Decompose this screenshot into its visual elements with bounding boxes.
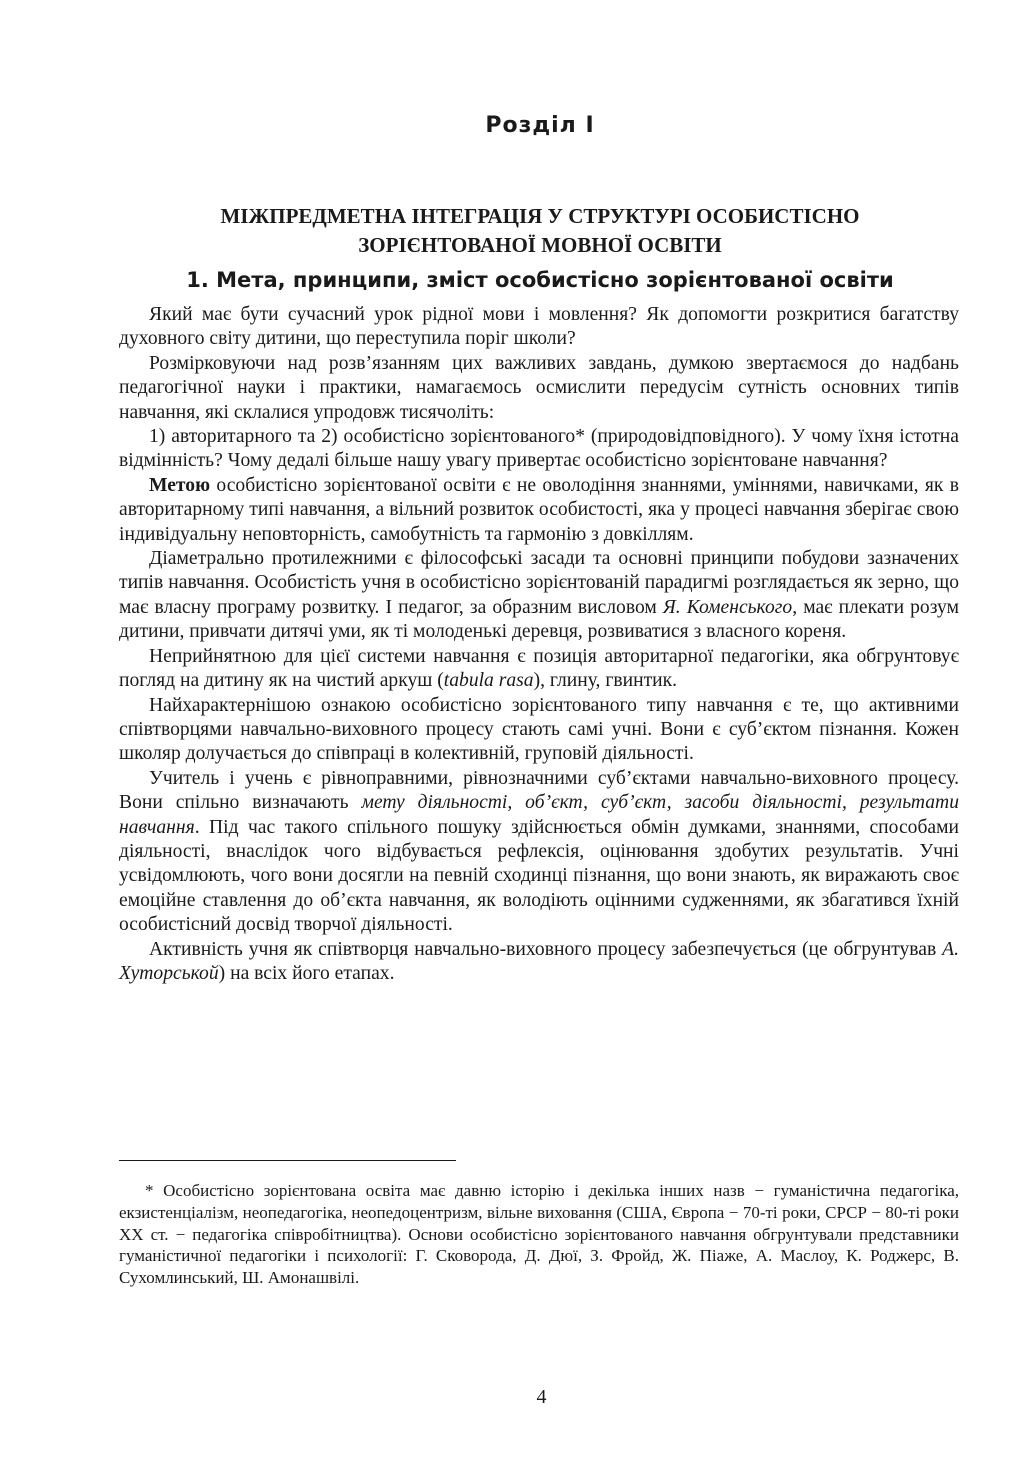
italic-term: tabula rasa xyxy=(443,670,534,692)
paragraph: 1) авторитарного та 2) особистісно зорієнтованого* (природовідповідного). У чому їхня істотна відмінність? Чому дедалі більше нашу увагу привертає особистісно зорієнтоване навчання? xyxy=(119,426,959,472)
italic-phrase: мету діяльності, об’єкт, суб’єкт, засоби діяльності, результати навчання xyxy=(119,792,959,838)
paragraph-text: ), глину, гвинтик. xyxy=(533,670,678,692)
body-text xyxy=(119,303,959,986)
paragraph: Розмірковуючи над розв’язанням цих важливих завдань, думкою звертаємося до надбань педагогічної науки і практики, намагаємось осмислити передусім сутність основних типів навчання, які склалися упродовж тисячоліть: xyxy=(119,352,959,423)
chapter-title xyxy=(120,202,960,260)
section-title: 1. Мета, принципи, зміст особистісно зорієнтованої освіти xyxy=(186,268,894,292)
paragraph-text: ) на всіх його етапах. xyxy=(218,962,395,984)
paragraph-text: , має плекати розум дитини, привчати дитячі уми, як ті молоденькі деревця, розвиватися з власного кореня. xyxy=(119,596,959,643)
paragraph-text: особистісно зорієнтованої освіти є не оволодіння знаннями, уміннями, навичками, як в авторитарному типі навчання, а вільний розвиток особистості, яка у процесі навчання зберігає свою індивідуальну неповторність, самобутність та гармонію з довкіллям. xyxy=(119,474,959,545)
italic-name: Я. Коменського xyxy=(662,596,793,618)
chapter-title-line-1: МІЖПРЕДМЕТНА ІНТЕГРАЦІЯ У СТРУКТУРІ ОСОБИСТІСНО xyxy=(220,204,860,228)
paragraph xyxy=(119,938,959,987)
paragraph xyxy=(119,767,959,938)
page-number: 4 xyxy=(536,1386,547,1408)
part-title: Розділ І xyxy=(485,113,595,138)
paragraph xyxy=(119,474,959,547)
paragraph-text: Активність учня як співтворця навчально-виховного процесу забезпечується (це обгрунтував xyxy=(149,938,943,960)
paragraph xyxy=(119,645,959,694)
paragraph xyxy=(119,547,959,645)
footnote-divider xyxy=(119,1160,456,1161)
bold-term: Метою xyxy=(149,474,211,496)
footnote: * Особистісно зорієнтована освіта має давню історію і декілька інших назв − гуманістична педагогіка, екзистенціалізм, неопедагогіка, неопедоцентризм, вільне виховання (США, Європа − 70-ті роки, СРСР − 80-ті роки ХХ ст. − педагогіка співробітництва). Основи особистісно зорієнтованого навчання обгрунтували представники гуманістичної педагогіки і психології: Г. Сковорода, Д. Дюї, З. Фройд, Ж. Піаже, А. Маслоу, К. Роджерс, В. Сухомлинський, Ш. Амонашвілі. xyxy=(119,1181,959,1288)
paragraph-text: Діаметрально протилежними є філософські засади та основні принципи побудови зазначених типів навчання. Особистість учня в особистісно зорієнтованій парадигмі розглядається як зерно, що має власну програму розвитку. І педагог, за образним висловом xyxy=(119,548,959,618)
paragraph-text: Учитель і учень є рівноправними, рівнозначними суб’єктами навчально-виховного процесу. Вони спільно визначають xyxy=(119,767,959,814)
chapter-title-line-2: ЗОРІЄНТОВАНОЇ МОВНОЇ ОСВІТИ xyxy=(358,233,722,257)
paragraph: Найхарактернішою ознакою особистісно зорієнтованого типу навчання є те, що активними співтворцями навчально-виховного процесу стають самі учні. Вони є суб’єктом пізнання. Кожен школяр долучається до співпраці в колективній, груповій діяльності. xyxy=(119,694,959,765)
paragraph-text: . Під час такого спільного пошуку здійснюється обмін думками, знаннями, способами діяльності, внаслідок чого відбувається рефлексія, оцінювання здобутих результатів. Учні усвідомлюють, чого вони досягли на певній сходинці пізнання, що вони знають, як виражають своє емоційне ставлення до об’єкта навчання, як володіють оцінними судженнями, як збагатився їхній особистісний досвід творчої діяльності. xyxy=(119,816,959,936)
paragraph: Який має бути сучасний урок рідної мови і мовлення? Як допомогти розкритися багатству духовного світу дитини, що переступила поріг школи? xyxy=(119,304,959,350)
italic-name: А. Хуторськой xyxy=(119,938,959,984)
paragraph-text: Неприйнятною для цієї системи навчання є позиція авторитарної педагогіки, яка обгрунтовує погляд на дитину як на чистий аркуш ( xyxy=(119,645,959,692)
